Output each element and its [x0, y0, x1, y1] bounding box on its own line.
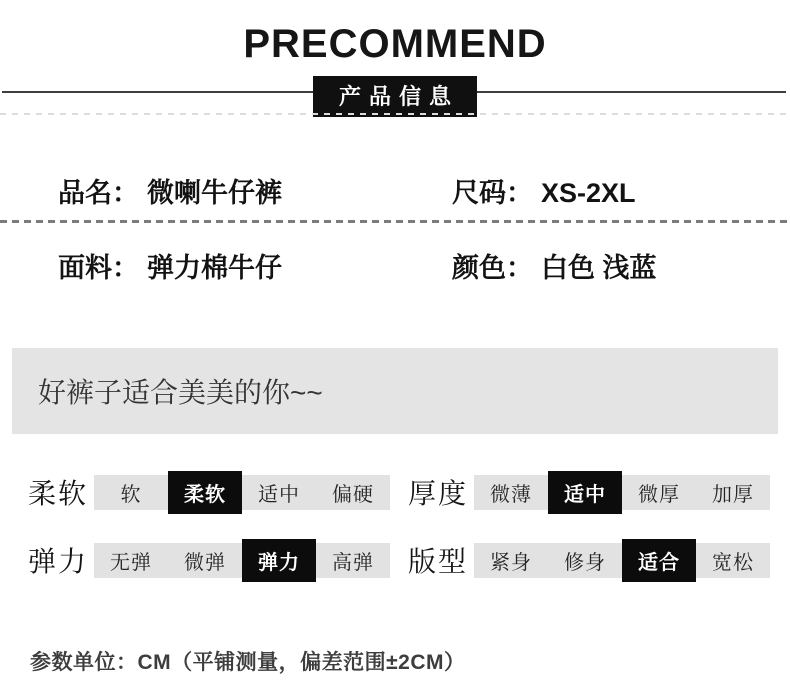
option-cell: 适中: [548, 471, 622, 514]
option-cell: 高弹: [332, 551, 374, 574]
option-cell: 微弹: [184, 551, 226, 574]
dashed-divider: [0, 220, 790, 223]
page-title: PRECOMMEND: [243, 22, 547, 66]
option-cell: 修身: [564, 551, 606, 574]
info-value: XS-2XL: [541, 178, 636, 208]
attr-group-thickness: [408, 470, 770, 514]
slogan-banner: [12, 348, 778, 434]
option-cell: 微厚: [638, 483, 680, 506]
option-bar-thickness: [474, 475, 770, 510]
option-cell: 偏硬: [332, 483, 374, 506]
measurement-note: 参数单位：CM（平铺测量，偏差范围±2CM）: [30, 651, 466, 674]
option-cell: 紧身: [490, 551, 532, 574]
option-cell: 加厚: [712, 483, 754, 506]
option-cell: 无弹: [110, 551, 152, 574]
info-size: [452, 171, 636, 210]
slogan-text: 好裤子适合美美的你~~: [38, 377, 323, 408]
attr-label-thickness: 厚度: [408, 478, 469, 509]
info-label: 品名：: [58, 178, 139, 208]
info-product-name: [58, 171, 282, 210]
option-cell: 软: [120, 483, 142, 506]
option-bar-elasticity: [94, 543, 390, 578]
info-value: 微喇牛仔裤: [147, 178, 282, 208]
section-badge-product-info: 产品信息: [313, 76, 477, 117]
attr-group-elasticity: [28, 538, 390, 582]
info-label: 尺码：: [452, 178, 533, 208]
info-fabric: [58, 246, 282, 285]
attr-label-fit: 版型: [408, 546, 469, 577]
info-value: 白色 浅蓝: [541, 253, 657, 283]
option-cell: 宽松: [712, 551, 754, 574]
option-bar-softness: [94, 475, 390, 510]
option-bar-fit: [474, 543, 770, 578]
attr-group-softness: [28, 470, 390, 514]
option-cell: 微薄: [490, 483, 532, 506]
info-color: [452, 246, 657, 285]
info-label: 面料：: [58, 253, 139, 283]
attr-label-softness: 柔软: [28, 478, 89, 509]
faint-dashed-divider: [0, 113, 790, 115]
option-cell: 适合: [622, 539, 696, 582]
attr-label-elasticity: 弹力: [28, 546, 89, 577]
info-label: 颜色：: [452, 253, 533, 283]
option-cell: 弹力: [242, 539, 316, 582]
info-value: 弹力棉牛仔: [147, 253, 282, 283]
option-cell: 柔软: [168, 471, 242, 514]
attr-group-fit: [408, 538, 770, 582]
option-cell: 适中: [258, 483, 300, 506]
